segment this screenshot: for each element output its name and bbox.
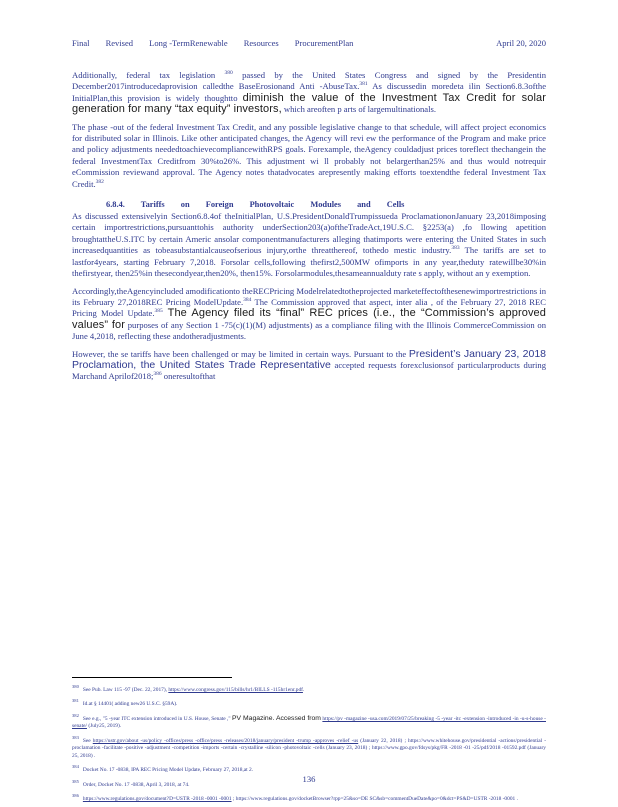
text-run: Additionally, federal tax legislation: [72, 70, 225, 80]
header-word: ProcurementPlan: [294, 38, 354, 48]
footnote-text: Docket No. 17 -0838, IPA REC Pricing Model Update, February 27, 2018,at 2.: [82, 767, 254, 774]
footnote-text: Order, Docket No. 17 -0838, April 3, 2018, at 74.: [82, 781, 190, 788]
footnote-number: 381: [72, 698, 79, 704]
text-run: Accordingly,theAgencyincluded amodificationto theRECPricing Modelrelatedtotheprojected marketeffectofthesenewimportrestrictions in its February 27,2018REC Pricing ModelUpdate.: [72, 285, 546, 307]
footnote-text: ; https://www.regulations.gov/docketBrowser?rpp=25&so=DE SC&sb=commentDueDate&po=0&dct=PS&D=USTR -2018 -0001 .: [231, 795, 518, 802]
footnote-text: Id.at § 14401( adding new26 U.S.C. §59A).: [82, 701, 178, 708]
footnote-text: (January 22, 2018) ; https://www.whitehouse.gov/presidential -actions/presidential -proclamation -facilitate -positive -adjustment -competition -imports -certain -crystalline -silicon -photovoltaic -cells (January 23, 2018) ; https://www.gpo.gov/fdsys/pkg/FR -2018 -01 -25/pdf/2018 -01592.pdf (January 25, 2018) .: [72, 737, 546, 759]
paragraph-rec-pricing: [72, 286, 546, 343]
text-run: The Commission approved that aspect, inter alia , of the February 27, 2018 REC Pricing Model Update.: [72, 296, 547, 319]
header-word: Long -TermRenewable: [149, 38, 228, 48]
footnote-text: See Pub. Law 115 -97 (Dec. 22, 2017),: [82, 686, 169, 693]
footnote: [72, 792, 546, 803]
paragraph-tariffs: [72, 211, 546, 279]
footnote-text: .: [302, 686, 305, 693]
footnote-ref[interactable]: 380: [224, 70, 233, 77]
footnote-number: 384: [72, 764, 79, 770]
text-run: accepted requests forexclusionsof particularproducts during Marchand Aprilof2018;: [72, 359, 546, 382]
footnote-ref[interactable]: 382: [95, 178, 104, 185]
text-run: purposes of any Section 1 -75(c)(1)(M) adjustments) as a compliance filing with the Illinois CommerceCommission on June 4,2018, reflecting these andotheradjustments.: [72, 319, 547, 342]
text-run: oneresultofthat: [161, 371, 216, 382]
text-run: As discussed extensivelyin Section6.8.4of theInitialPlan, U.S.PresidentDonaldTrumpissueda ProclamationonJanuary 23,2018imposing certain importrestrictions,pursuanttohis authority underSection203(a)oftheTradeAct,19U.S.C. §2253(a) ,fo llowing apetition broughtattheU.S.ITC by certain Americ ansolar componentmanufacturers alleging thatimports were entering the United States in such increasedquantities as tobeasubstantialcauseofserious injury,orthe threatthereof, tothedo mestic industry.: [72, 211, 546, 256]
document-body: [72, 70, 546, 389]
footnote-number: 385: [72, 778, 79, 784]
paragraph-tariff-challenges: [72, 349, 546, 383]
footnote-text: See e.g., "5 -year ITC extension introduced in U.S. House, Senate ,": [82, 715, 232, 722]
footnote-ref[interactable]: 384: [243, 297, 252, 304]
footnote-divider: [72, 677, 232, 678]
footnote-number: 386: [72, 793, 79, 799]
footnotes: [72, 683, 546, 807]
text-run: diminish the value of the Investment Tax Credit for solar generation for many “tax equity” investors,: [72, 91, 546, 116]
footnote: [72, 712, 546, 731]
header-date: April 20, 2020: [496, 38, 546, 48]
page-header: [72, 38, 546, 52]
paragraph-tax-legislation: [72, 70, 546, 116]
section-title: Tariffs on Foreign Photovoltaic Modules and Cells: [140, 200, 405, 210]
footnote-ref[interactable]: 381: [359, 81, 368, 88]
footnote-text: See: [82, 737, 93, 744]
text-run: The Agency filed its “final” REC prices (i.e., the “Commission’s approved values” for: [72, 307, 546, 331]
footnote-number: 380: [72, 684, 79, 689]
header-title: [72, 38, 367, 52]
footnote-ref[interactable]: 385: [154, 308, 163, 315]
section-number: 6.8.4.: [106, 200, 125, 210]
footnote-ref[interactable]: 383: [451, 245, 460, 252]
section-heading: [106, 200, 546, 209]
page-number: 136: [302, 774, 316, 784]
text-run: which areoften p arts of largemultinationals.: [281, 104, 436, 115]
footnote: [72, 697, 546, 708]
text-run: passed by the United States Congress and signed by the Presidentin December2017introducedaprovision calledthe BaseErosionand Anti -AbuseTax.: [72, 70, 546, 92]
text-run: However, the se tariffs have been challenged or may be limited in certain ways. Pursuant to the: [72, 348, 409, 359]
text-run: As discussedin moredeta ilin Section6.8.3ofthe InitialPlan,this provision is widely thoughtto: [72, 81, 547, 103]
footnote-link[interactable]: https://www.congress.gov/115/bills/hr1/BILLS -115hr1enr.pdf: [168, 686, 303, 693]
text-run: President’s January 23, 2018 Proclamation, the United States Trade Representative: [72, 347, 546, 371]
text-run: The phase -out of the federal Investment Tax Credit, and any possible legislative change to that schedule, will affect project economics for distributed solar in Illinois. Like other anticipated changes, the Agency will revi ew the performance of the Program and make price and policy adjustments neededtoachievecompliancewithRPS goals. Forexample, theAgency couldadjust prices toreflect thechangein the federal InvestmentTax Creditfrom 30%to26%. This adjustment wi ll probably not belargerthan25% and thus would notrequir eCommission reviewand approval. The Agency notes thatadvocates arepresently making efforts toextendthe federal Investment Tax Credit.: [72, 121, 546, 189]
footnote: [72, 683, 546, 694]
footnote-number: 382: [72, 712, 79, 718]
footnote-number: 383: [72, 734, 79, 740]
footnote-ref[interactable]: 386: [153, 371, 162, 378]
footnote-link[interactable]: https://www.regulations.gov/document?D=USTR -2018 -0001 -0001: [82, 795, 232, 802]
header-word: Revised: [105, 38, 133, 48]
footnote-text: (July25, 2019).: [86, 723, 122, 730]
footnote-link[interactable]: https://ustr.gov/about -us/policy -offices/press -office/press -releases/2018/january/president -trump -approves -relief -us: [92, 737, 359, 744]
paragraph-itc-phaseout: [72, 122, 546, 190]
header-word: Resources: [243, 38, 279, 48]
header-word: Final: [72, 38, 90, 48]
footnote-source: PV Magazine. Accessed from: [231, 714, 321, 722]
footnote-link[interactable]: https://pv -magazine -usa.com/2019/07/25/breaking -5 -year -itc -extension -introduced -in -u-s-house -senate/: [72, 715, 546, 730]
footnote: [72, 734, 546, 761]
text-run: The tariffs are set to lastfor4years, starting February 7,2018. Forsolar cells,following thefirst2,500MW ofimports in any year,theduty ratewillbe30%in thefirstyear, then25%in thesecondyear,then20%, then15%. Forsolarmodules,thesameannualduty rate s apply, without an y exemption.: [72, 245, 546, 279]
